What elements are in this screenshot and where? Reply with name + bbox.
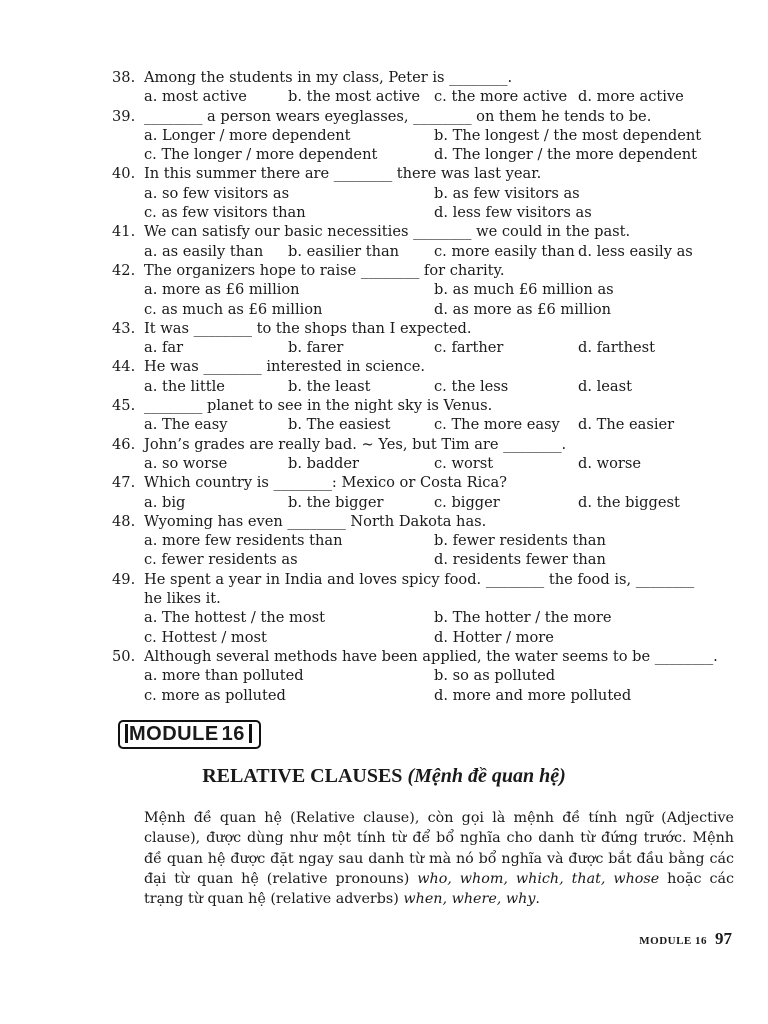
page-footer	[639, 929, 732, 949]
answer-option: c. the less	[434, 377, 509, 395]
question-stem	[112, 164, 732, 183]
answer-option: b. fewer residents than	[434, 532, 606, 550]
question-text: Although several methods have been applied, the water seems to be ________.	[144, 647, 718, 665]
answer-option: a. Longer / more dependent	[144, 126, 351, 144]
options-row	[112, 666, 732, 685]
question-number: 38.	[112, 69, 136, 86]
answer-option: c. the more active	[434, 88, 568, 106]
answer-option: a. as easily than	[144, 242, 264, 260]
question-text: He spent a year in India and loves spicy food. ________ the food is, ________	[144, 570, 695, 588]
question-stem	[112, 222, 732, 241]
answer-option: b. as much £6 million as	[434, 281, 614, 299]
question-text: The organizers hope to raise ________ for charity.	[144, 261, 505, 279]
answer-option: d. more and more polluted	[434, 686, 632, 704]
question-item	[112, 357, 732, 396]
badge-bar-left	[125, 724, 128, 743]
answer-option: b. so as polluted	[434, 667, 556, 685]
answer-option: c. as much as £6 million	[144, 300, 323, 318]
answer-option: b. The easiest	[288, 416, 391, 434]
answer-option: c. farther	[434, 339, 504, 357]
answer-option: b. farer	[288, 339, 344, 357]
answer-option: d. less few visitors as	[434, 204, 592, 222]
answer-option: d. the biggest	[578, 493, 680, 511]
question-item	[112, 512, 732, 570]
question-number: 47.	[112, 474, 136, 492]
answer-option: a. more than polluted	[144, 667, 304, 685]
answer-option: b. The hotter / the more	[434, 609, 612, 627]
answer-option: b. as few visitors as	[434, 184, 580, 202]
question-item	[112, 222, 732, 261]
options-row	[112, 203, 732, 222]
question-number: 43.	[112, 319, 136, 337]
answer-option: d. as more as £6 million	[434, 300, 612, 318]
question-stem	[112, 261, 732, 280]
question-item	[112, 164, 732, 222]
question-item	[112, 647, 732, 705]
question-stem	[112, 647, 732, 666]
options-row	[112, 300, 732, 319]
question-number: 49.	[112, 570, 136, 588]
module-badge	[118, 720, 261, 749]
page-number: 97	[715, 929, 732, 948]
answer-option: b. badder	[288, 454, 359, 472]
answer-option: a. far	[144, 339, 184, 357]
question-stem	[112, 435, 732, 454]
intro-text-1: Mệnh đề quan hệ (Relative clause), còn gọi là mệnh đề tính ngữ (Adjective clause), được dùng như một tính từ để bổ nghĩa cho danh từ đứng trước. Mệnh đề quan hệ được đặt ngay sau danh từ mà nó bổ nghĩa và được bắt đầu bằng các đại từ quan hệ (relative pronouns)	[144, 810, 734, 887]
answer-option: d. farthest	[578, 339, 655, 357]
question-text: Among the students in my class, Peter is ________.	[144, 69, 513, 86]
answer-option: c. The more easy	[434, 416, 560, 434]
answer-option: b. the least	[288, 377, 371, 395]
question-number: 41.	[112, 223, 136, 241]
question-stem	[112, 570, 732, 589]
answer-option: b. the bigger	[288, 493, 384, 511]
question-stem	[112, 357, 732, 376]
section-title	[0, 763, 768, 789]
question-item	[112, 570, 732, 647]
question-item	[112, 261, 732, 319]
question-text: he likes it.	[144, 590, 221, 608]
answer-option: c. The longer / more dependent	[144, 146, 378, 164]
question-number: 45.	[112, 397, 136, 415]
exercise-questions	[112, 68, 732, 705]
module-label: MODULE	[129, 723, 219, 745]
options-row	[112, 531, 732, 550]
answer-option: a. more few residents than	[144, 532, 343, 550]
answer-option: a. the little	[144, 377, 225, 395]
answer-option: a. big	[144, 493, 186, 511]
intro-text-3: .	[535, 891, 540, 908]
question-item	[112, 319, 732, 358]
answer-option: d. The easier	[578, 416, 675, 434]
intro-adverbs: when, where, why	[403, 891, 536, 908]
question-number: 48.	[112, 512, 136, 530]
question-item	[112, 396, 732, 435]
options-row	[112, 338, 732, 357]
question-number: 39.	[112, 107, 136, 125]
options-row	[112, 87, 732, 106]
options-row	[112, 628, 732, 647]
question-text: Which country is ________: Mexico or Costa Rica?	[144, 474, 507, 492]
answer-option: c. Hottest / most	[144, 628, 267, 646]
footer-module: MODULE 16	[639, 935, 707, 947]
options-row	[112, 184, 732, 203]
question-text: He was ________ interested in science.	[144, 358, 426, 376]
question-number: 40.	[112, 165, 136, 183]
answer-option: c. bigger	[434, 493, 500, 511]
question-stem	[112, 396, 732, 415]
question-number: 46.	[112, 435, 136, 453]
options-row	[112, 686, 732, 705]
options-row	[112, 377, 732, 396]
answer-option: d. less easily as	[578, 242, 693, 260]
question-text: It was ________ to the shops than I expected.	[144, 319, 472, 337]
answer-option: a. so worse	[144, 454, 228, 472]
answer-option: b. easilier than	[288, 242, 400, 260]
options-row	[112, 415, 732, 434]
intro-text-2: hoặc các trạng từ quan hệ (relative adverbs)	[144, 870, 735, 908]
options-row	[112, 280, 732, 299]
answer-option: c. more easily than	[434, 242, 575, 260]
options-row	[112, 493, 732, 512]
question-stem	[112, 512, 732, 531]
question-text: ________ a person wears eyeglasses, ________ on them he tends to be.	[144, 107, 652, 125]
module-number: 16	[221, 723, 245, 745]
question-item	[112, 68, 732, 107]
question-item	[112, 473, 732, 512]
answer-option: a. more as £6 million	[144, 281, 300, 299]
options-row	[112, 608, 732, 627]
answer-option: b. The longest / the most dependent	[434, 126, 702, 144]
question-text: Wyoming has even ________ North Dakota has.	[144, 512, 487, 530]
question-text: In this summer there are ________ there was last year.	[144, 165, 542, 183]
question-number: 50.	[112, 647, 136, 665]
options-row	[112, 242, 732, 261]
answer-option: c. more as polluted	[144, 686, 286, 704]
answer-option: d. more active	[578, 88, 684, 106]
question-number: 42.	[112, 261, 136, 279]
question-stem	[112, 68, 732, 87]
answer-option: d. worse	[578, 454, 641, 472]
answer-option: c. fewer residents as	[144, 551, 298, 569]
section-subtitle: (Mệnh đề quan hệ)	[407, 765, 566, 787]
answer-option: c. worst	[434, 454, 494, 472]
question-stem	[112, 473, 732, 492]
options-row	[112, 454, 732, 473]
options-row	[112, 550, 732, 569]
answer-option: d. The longer / the more dependent	[434, 146, 698, 164]
options-row	[112, 126, 732, 145]
question-item	[112, 435, 732, 474]
question-number: 44.	[112, 358, 136, 376]
badge-bar-right	[249, 724, 252, 743]
answer-option: a. so few visitors as	[144, 184, 290, 202]
intro-paragraph	[144, 808, 734, 909]
question-stem	[112, 319, 732, 338]
answer-option: a. most active	[144, 88, 247, 106]
question-stem	[112, 107, 732, 126]
answer-option: a. The easy	[144, 416, 228, 434]
answer-option: c. as few visitors than	[144, 204, 306, 222]
question-text: We can satisfy our basic necessities ________ we could in the past.	[144, 223, 631, 241]
answer-option: a. The hottest / the most	[144, 609, 326, 627]
options-row	[112, 145, 732, 164]
question-stem-continued	[112, 589, 732, 608]
answer-option: d. least	[578, 377, 632, 395]
question-text: John’s grades are really bad. ~ Yes, but Tim are ________.	[144, 435, 567, 453]
answer-option: d. Hotter / more	[434, 628, 554, 646]
answer-option: d. residents fewer than	[434, 551, 606, 569]
question-item	[112, 107, 732, 165]
question-text: ________ planet to see in the night sky is Venus.	[144, 397, 493, 415]
answer-option: b. the most active	[288, 88, 421, 106]
intro-pronouns: who, whom, which, that, whose	[417, 870, 660, 887]
section-title-text: RELATIVE CLAUSES	[202, 765, 403, 787]
